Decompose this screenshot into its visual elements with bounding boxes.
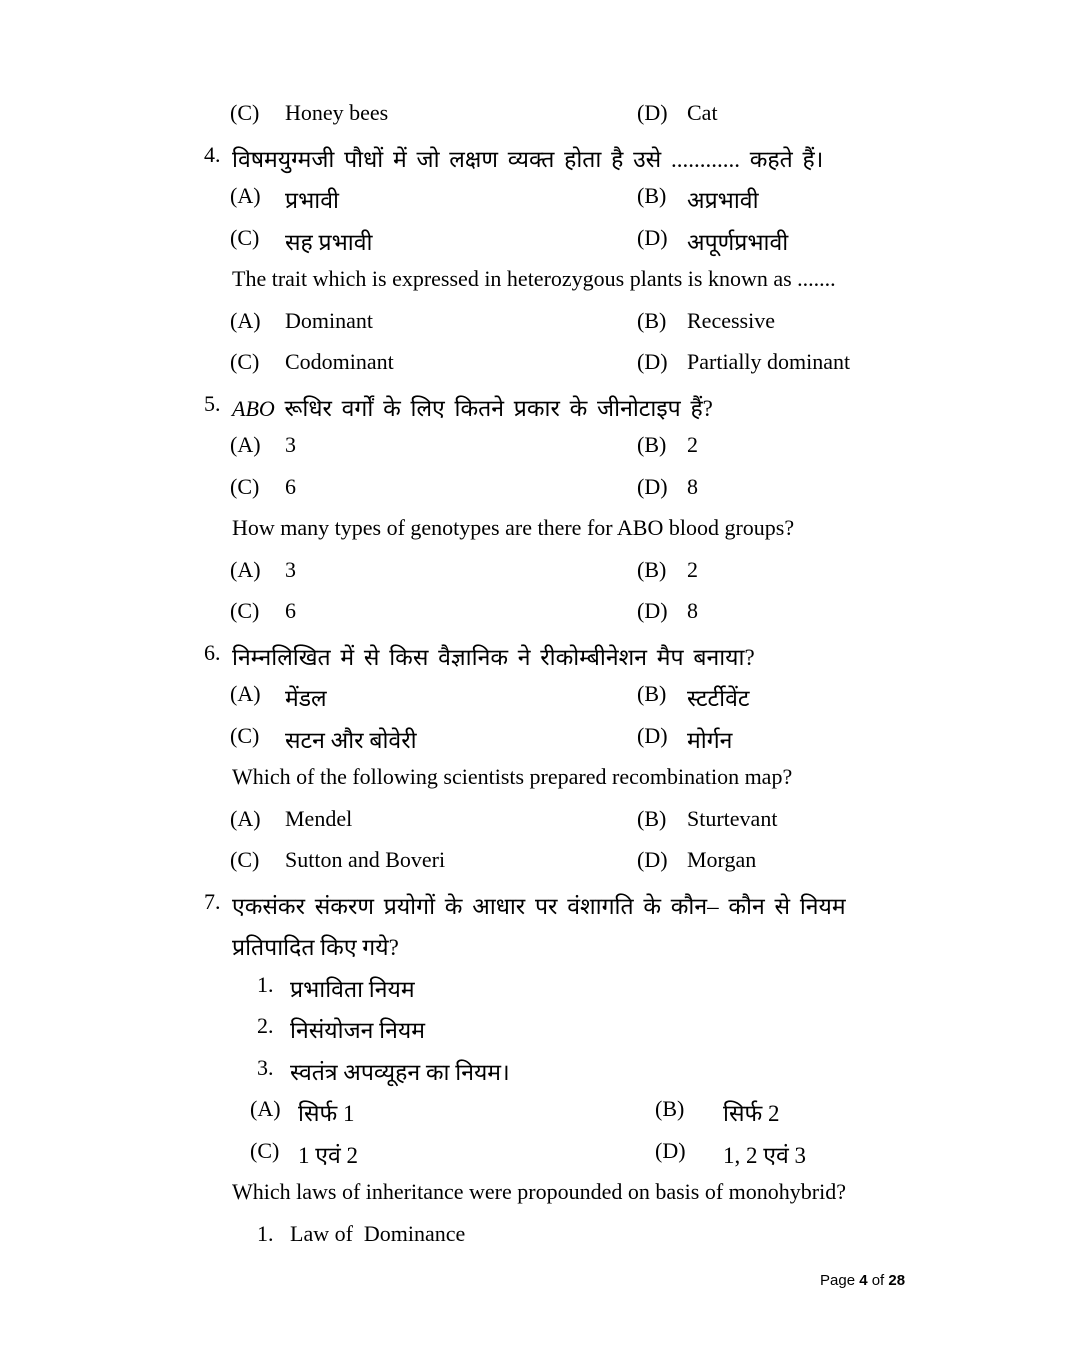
option-label: (A)	[250, 1096, 281, 1121]
option-row	[0, 349, 1071, 383]
option-text: Mendel	[285, 805, 353, 831]
question-row	[0, 391, 1071, 425]
question-row	[0, 640, 1071, 674]
page-footer	[820, 1272, 905, 1289]
option-label: (D)	[637, 224, 668, 250]
option-text: Cat	[687, 100, 718, 125]
option-label: (B)	[637, 681, 667, 706]
footer-total-pages: 28	[888, 1272, 906, 1289]
list-number: 1.	[257, 1220, 274, 1246]
option-row	[0, 308, 1071, 342]
option-text: 1 एवं 2	[298, 1142, 359, 1168]
text-line: Which of the following scientists prepared recombination map?	[232, 764, 793, 789]
question-number: 6.	[204, 639, 221, 665]
list-item-row	[0, 1055, 1071, 1089]
list-text: प्रभाविता नियम	[290, 976, 415, 1002]
option-label: (C)	[250, 1137, 280, 1163]
option-label: (B)	[637, 183, 667, 208]
list-item-row	[0, 1221, 1071, 1255]
list-item-row	[0, 972, 1071, 1006]
option-text: 6	[285, 473, 296, 499]
option-label: (D)	[637, 598, 668, 623]
option-text: 2	[687, 432, 698, 457]
option-text: स्टर्टीवेंट	[687, 686, 750, 711]
text-row	[0, 266, 1071, 300]
option-row	[0, 100, 1071, 134]
option-text: Codominant	[285, 349, 394, 374]
option-label: (C)	[230, 473, 260, 499]
option-text: 1, 2 एवं 3	[723, 1142, 807, 1168]
text-row	[0, 515, 1071, 549]
option-text: 8	[687, 473, 698, 499]
question-number: 5.	[204, 390, 221, 416]
list-text: स्वतंत्र अपव्यूहन का नियम।	[290, 1059, 510, 1085]
option-row	[0, 847, 1071, 881]
list-number: 2.	[257, 1013, 274, 1038]
option-row	[0, 432, 1071, 466]
option-row	[0, 598, 1071, 632]
option-text: सह प्रभावी	[285, 229, 373, 255]
list-item-row	[0, 1013, 1071, 1047]
question-text: विषमयुग्मजी पौधों में जो लक्षण व्यक्त होता है उसे ............ कहते हैं।	[232, 146, 824, 172]
question-italic-term: ABO	[232, 395, 275, 421]
option-label: (D)	[637, 847, 668, 872]
option-text: सटन और बोवेरी	[285, 727, 417, 753]
option-label: (B)	[637, 307, 667, 333]
option-label: (D)	[655, 1137, 686, 1163]
option-text: सिर्फ 1	[298, 1101, 355, 1126]
question-row	[0, 142, 1071, 176]
option-text: 3	[285, 432, 296, 457]
option-text: 3	[285, 556, 296, 582]
footer-page-number: 4	[859, 1272, 868, 1289]
option-label: (B)	[637, 556, 667, 582]
option-text: 6	[285, 598, 296, 623]
option-label: (A)	[230, 183, 261, 208]
option-text: Sturtevant	[687, 805, 778, 831]
option-row	[0, 806, 1071, 840]
option-text: Dominant	[285, 307, 373, 333]
option-label: (A)	[230, 556, 261, 582]
text-row	[0, 1179, 1071, 1213]
list-number: 1.	[257, 971, 274, 997]
option-text: अपूर्णप्रभावी	[687, 229, 789, 255]
option-label: (C)	[230, 722, 260, 748]
option-row	[0, 723, 1071, 757]
option-text: 2	[687, 556, 698, 582]
option-text: मोर्गन	[687, 727, 733, 753]
option-row	[0, 183, 1071, 217]
option-row	[0, 1138, 1071, 1172]
option-label: (D)	[637, 349, 668, 374]
option-text: Sutton and Boveri	[285, 847, 446, 872]
text-line: प्रतिपादित किए गये?	[232, 935, 399, 960]
question-text-rest: रूधिर वर्गों के लिए कितने प्रकार के जीनोटाइप हैं?	[274, 395, 713, 421]
option-label: (D)	[637, 100, 668, 125]
text-line: Which laws of inheritance were propounded on basis of monohybrid?	[232, 1179, 846, 1204]
option-label: (D)	[637, 722, 668, 748]
text-row	[0, 930, 1071, 964]
text-line: The trait which is expressed in heterozygous plants is known as .......	[232, 266, 836, 291]
footer-page-label: Page	[820, 1272, 860, 1289]
text-row	[0, 764, 1071, 798]
option-row	[0, 225, 1071, 259]
option-label: (C)	[230, 598, 260, 623]
option-label: (C)	[230, 100, 260, 125]
option-text: अप्रभावी	[687, 188, 759, 213]
option-label: (C)	[230, 224, 260, 250]
option-text: प्रभावी	[285, 188, 339, 213]
list-number: 3.	[257, 1054, 274, 1080]
option-label: (D)	[637, 473, 668, 499]
option-label: (C)	[230, 847, 260, 872]
list-text: Law of Dominance	[290, 1220, 466, 1246]
option-text: 8	[687, 598, 698, 623]
option-label: (A)	[230, 307, 261, 333]
option-label: (A)	[230, 432, 261, 457]
footer-of-label: of	[867, 1272, 889, 1289]
option-label: (A)	[230, 805, 261, 831]
option-label: (B)	[637, 805, 667, 831]
option-label: (C)	[230, 349, 260, 374]
question-number: 4.	[204, 141, 221, 167]
option-text: सिर्फ 2	[723, 1101, 780, 1126]
option-label: (A)	[230, 681, 261, 706]
question-text: एकसंकर संकरण प्रयोगों के आधार पर वंशागति के कौन– कौन से नियम	[232, 893, 846, 919]
option-text: Partially dominant	[687, 349, 851, 374]
option-text: Morgan	[687, 847, 757, 872]
option-label: (B)	[637, 432, 667, 457]
option-row	[0, 681, 1071, 715]
option-text: मेंडल	[285, 686, 327, 711]
question-text	[232, 391, 713, 423]
option-label: (B)	[655, 1096, 685, 1121]
list-text: निसंयोजन नियम	[290, 1018, 425, 1043]
question-row	[0, 889, 1071, 923]
question-number: 7.	[204, 888, 221, 914]
option-row	[0, 474, 1071, 508]
option-text: Honey bees	[285, 100, 389, 125]
question-text: निम्नलिखित में से किस वैज्ञानिक ने रीकोम्बीनेशन मैप बनाया?	[232, 644, 755, 670]
option-text: Recessive	[687, 307, 775, 333]
option-row	[0, 557, 1071, 591]
option-row	[0, 1096, 1071, 1130]
text-line: How many types of genotypes are there for ABO blood groups?	[232, 515, 795, 540]
